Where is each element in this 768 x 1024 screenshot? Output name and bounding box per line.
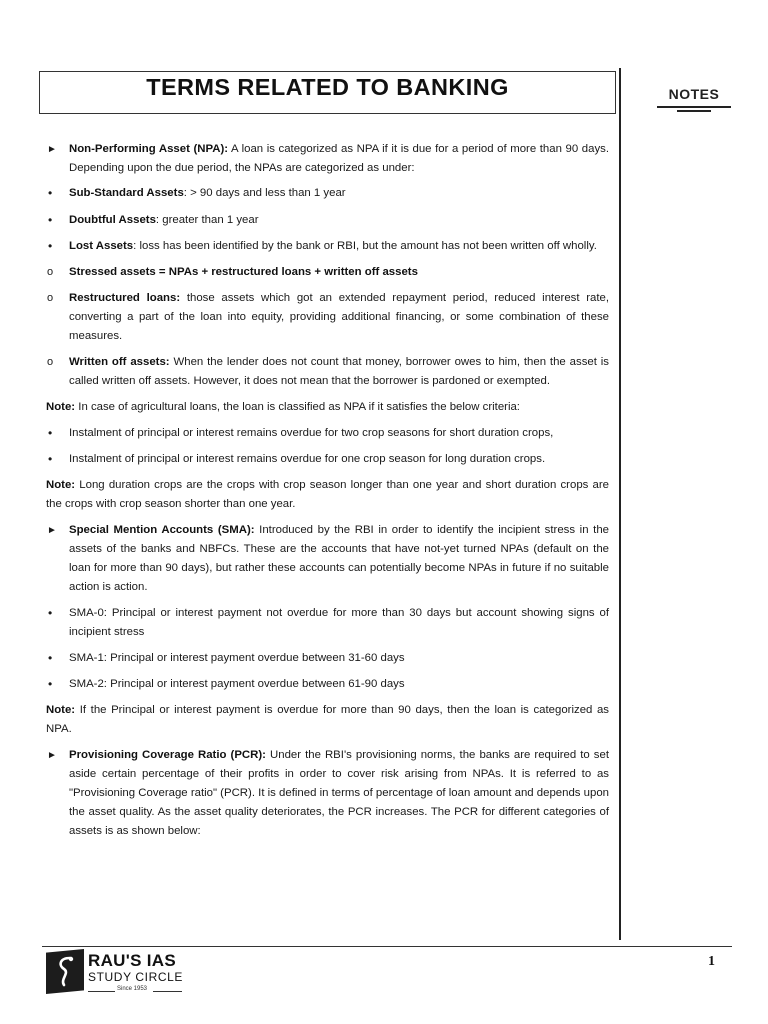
arrow-bullet-icon: ► [47,750,57,761]
arrow-bullet-icon: ► [47,525,57,536]
brand-line-right [153,991,182,992]
list-item [46,521,609,597]
raus-ias-logo-icon [46,949,84,994]
notes-label: NOTES [668,86,720,102]
brand-since: Since 1953 [117,986,148,992]
item-text: A loan is categorized as NPA if it is due for a period of more than 90 days. Depending upon the due period, the NPAs are categorized as under: [69,143,610,174]
note-paragraph [46,701,609,739]
item-text: : > 90 days and less than 1 year [183,187,346,199]
list-item [46,450,609,469]
title-box [39,71,616,114]
item-text: : loss has been identified by the bank or RBI, but the amount has not been written off wholly. [133,240,597,252]
list-item [46,746,609,841]
list-item [46,675,609,694]
item-heading: Provisioning Coverage Ratio (PCR): [69,749,266,761]
item-text: If the Principal or interest payment is overdue for more than 90 days, then the loan is categorized as NPA. [46,704,609,735]
item-heading: Note: [46,479,76,491]
dot-bullet-icon: • [48,426,53,440]
list-item [46,604,609,642]
item-text: When the lender does not count that money, borrower owes to him, then the asset is called written off assets. However, it does not mean that the borrower is pardoned or exempted. [69,356,609,387]
list-item [46,140,609,178]
item-heading: Note: [46,401,76,413]
item-text: In case of agricultural loans, the loan is classified as NPA if it satisfies the below criteria: [75,401,520,413]
item-text: Instalment of principal or interest remains overdue for one crop season for long duration crops. [69,453,546,465]
list-item [46,649,609,668]
item-text: Instalment of principal or interest remains overdue for two crop seasons for short duration crops, [69,427,554,439]
item-heading: Note: [46,704,76,716]
brand-subtitle: STUDY CIRCLE [88,970,183,984]
brand-name: RAU'S IAS [88,951,176,970]
item-text: SMA-2: Principal or interest payment overdue between 61-90 days [69,678,405,690]
item-heading: Special Mention Accounts (SMA): [69,524,255,536]
note-paragraph [46,398,609,417]
item-text: : greater than 1 year [155,214,259,226]
list-item [46,211,609,230]
dot-bullet-icon: • [48,186,53,200]
brand-line-left [88,991,115,992]
list-item [46,184,609,203]
item-text: SMA-1: Principal or interest payment overdue between 31-60 days [69,652,405,664]
dot-bullet-icon: • [48,606,53,620]
dot-bullet-icon: • [48,239,53,253]
item-heading: Stressed assets = NPAs + restructured loans + written off assets [69,266,418,278]
circle-bullet-icon: o [47,292,54,304]
page-title: TERMS RELATED TO BANKING [146,74,509,100]
dot-bullet-icon: • [48,452,53,466]
item-heading: Sub-Standard Assets [69,187,184,199]
list-item [46,289,609,346]
page-number: 1 [708,954,715,969]
item-text: SMA-0: Principal or interest payment not overdue for more than 30 days but account showing signs of incipient stress [69,607,609,638]
item-heading: Doubtful Assets [69,214,156,226]
note-paragraph [46,476,609,514]
item-heading: Non-Performing Asset (NPA): [69,143,229,155]
body-content [46,140,609,841]
dot-bullet-icon: • [48,677,53,691]
dot-bullet-icon: • [48,651,53,665]
margin-divider [619,68,621,940]
item-heading: Written off assets: [69,356,170,368]
list-item [46,353,609,391]
item-text: Long duration crops are the crops with crop season longer than one year and short duration crops are the crops with crop season shorter than one year. [46,479,609,510]
item-text: those assets which got an extended repayment period, reduced interest rate, converting a part of the loan into equity, providing additional financing, or some combination of these measures. [69,292,610,342]
item-heading: Restructured loans: [69,292,181,304]
dot-bullet-icon: • [48,213,53,227]
list-item [46,237,609,256]
item-text: Introduced by the RBI in order to identify the incipient stress in the assets of the banks and NBFCs. These are the accounts that have not-yet turned NPAs (default on the loan for more than 90 days), but rather these accounts can potentially become NPAs in future if no suitable action is action. [69,524,609,593]
list-item [46,424,609,443]
circle-bullet-icon: o [47,266,54,278]
item-text: Under the RBI's provisioning norms, the banks are required to set aside certain percentage of their profits in order to cover risk arising from NPAs. It is referred to as "Provisioning Coverage ratio" (PCR). It is defined in terms of percentage of loan amount and depends upon the asset quality. As the asset quality deteriorates, the PCR increases. The PCR for different categories of assets is as shown below: [69,749,609,837]
notes-underline-short [677,110,711,112]
item-heading: Lost Assets [69,240,134,252]
notes-underline [657,106,731,108]
list-item [46,263,609,282]
footer-rule [42,946,732,947]
circle-bullet-icon: o [47,356,54,368]
arrow-bullet-icon: ► [47,144,57,155]
